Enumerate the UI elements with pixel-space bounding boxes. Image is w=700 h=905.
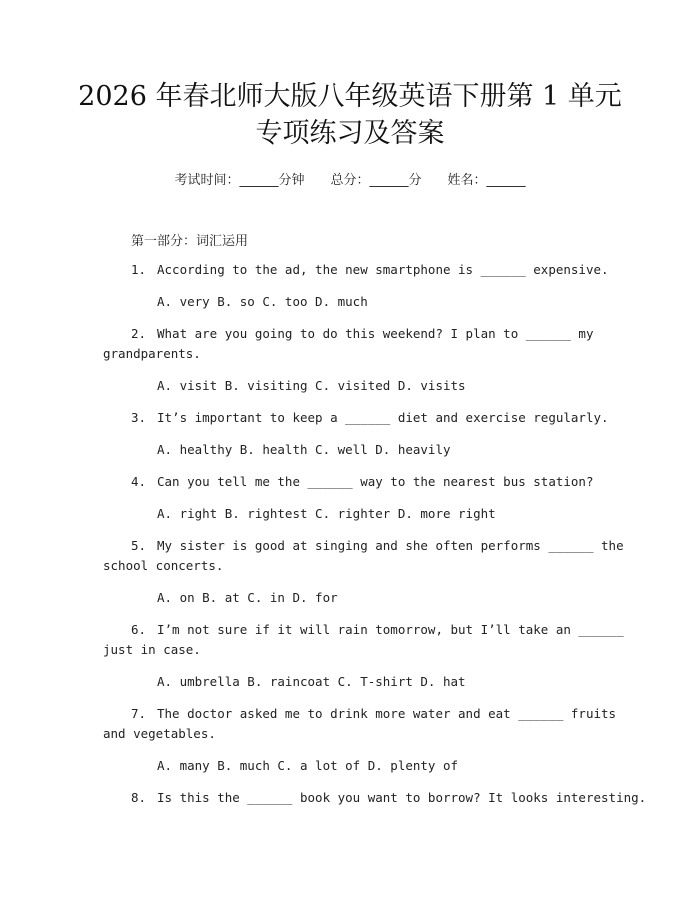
question-text: What are you going to do this weekend? I plan to ______ my [157, 326, 594, 341]
question-text: The doctor asked me to drink more water and eat ______ fruits [157, 706, 617, 721]
question-options: A. on B. at C. in D. for [157, 590, 338, 605]
time-blank: ______ [239, 173, 279, 188]
question-options: A. umbrella B. raincoat C. T-shirt D. hat [157, 674, 466, 689]
question-number: 7. [131, 706, 147, 721]
score-label: 总分： [330, 173, 370, 188]
question-number: 3. [131, 410, 147, 425]
question-options: A. very B. so C. too D. much [157, 294, 368, 309]
question-text: It’s important to keep a ______ diet and exercise regularly. [157, 410, 609, 425]
question-options: A. healthy B. health C. well D. heavily [157, 442, 451, 457]
question-text: According to the ad, the new smartphone is ______ expensive. [157, 262, 609, 277]
question-number: 2. [131, 326, 147, 341]
score-blank: ______ [369, 173, 409, 188]
question-options: A. visit B. visiting C. visited D. visits [157, 378, 466, 393]
score-unit: 分 [408, 173, 422, 188]
document-title-line2: 专项练习及答案 [255, 118, 445, 149]
name-blank: ______ [486, 173, 526, 188]
time-unit: 分钟 [278, 173, 305, 188]
question-text: Is this the ______ book you want to borrow? It looks interesting. [157, 790, 647, 805]
section-title: 第一部分：词汇运用 [131, 234, 249, 249]
question-text-continued: and vegetables. [103, 726, 216, 741]
exam-meta [0, 169, 700, 188]
document-title-line1: 2026 年春北师大版八年级英语下册第 1 单元 [78, 81, 622, 112]
question-text-continued: school concerts. [103, 558, 224, 573]
question-options: A. many B. much C. a lot of D. plenty of [157, 758, 459, 773]
question-text: I’m not sure if it will rain tomorrow, but I’ll take an ______ [157, 622, 624, 637]
question-text: My sister is good at singing and she often performs ______ the [157, 538, 624, 553]
question-number: 6. [131, 622, 147, 637]
name-label: 姓名： [447, 173, 487, 188]
question-text-continued: just in case. [103, 642, 201, 657]
question-options: A. right B. rightest C. righter D. more right [157, 506, 496, 521]
question-number: 5. [131, 538, 147, 553]
question-number: 1. [131, 262, 147, 277]
time-label: 考试时间： [174, 173, 240, 188]
question-text: Can you tell me the ______ way to the nearest bus station? [157, 474, 594, 489]
question-number: 4. [131, 474, 147, 489]
question-number: 8. [131, 790, 147, 805]
question-text-continued: grandparents. [103, 346, 201, 361]
